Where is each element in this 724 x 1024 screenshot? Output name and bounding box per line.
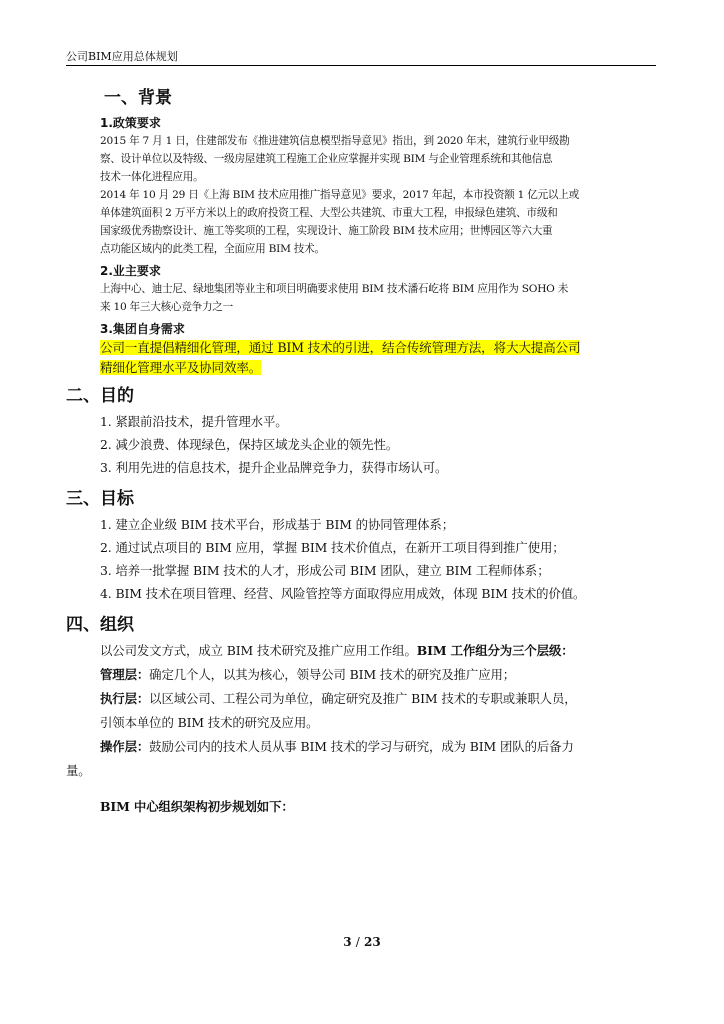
operation-label: 操作层： — [100, 739, 150, 754]
header-title: 公司BIM应用总体规划 — [66, 50, 178, 63]
organization-text — [66, 639, 656, 819]
list-item: 3. 培养一批掌握 BIM 技术的人才，形成公司 BIM 团队，建立 BIM 工程师体系； — [100, 563, 550, 578]
group-highlight-text — [66, 338, 656, 378]
policy-line: 技术一体化进程应用。 — [100, 171, 204, 183]
management-text: 确定几个人，以其为核心，领导公司 BIM 技术的研究及推广应用； — [149, 667, 516, 682]
org-management — [66, 663, 656, 687]
heading-purpose: 二、目的 — [66, 386, 134, 406]
execution-text: 以区域公司、工程公司为单位，确定研究及推广 BIM 技术的专职或兼职人员， — [149, 691, 577, 706]
org-execution — [66, 687, 656, 711]
policy-line: 察、设计单位以及特级、一级房屋建筑工程施工企业应掌握并实现 BIM 与企业管理系统和其他信息 — [100, 153, 553, 165]
list-item: 2. 通过试点项目的 BIM 应用，掌握 BIM 技术价值点，在新开工项目得到推广使用； — [100, 540, 565, 555]
page-header — [66, 50, 656, 66]
page-content — [66, 86, 656, 819]
policy-text — [66, 132, 656, 258]
page-total: 23 — [364, 935, 381, 949]
page-separator: / — [355, 935, 360, 949]
policy-line: 国家级优秀勘察设计、施工等奖项的工程，实现设计、施工阶段 BIM 技术应用；世博园区等六大重 — [100, 225, 553, 237]
policy-line: 点功能区域内的此类工程，全面应用 BIM 技术。 — [100, 243, 325, 255]
page-current: 3 — [343, 935, 352, 949]
org-intro — [66, 639, 656, 663]
owner-line: 上海中心、迪士尼、绿地集团等业主和项目明确要求使用 BIM 技术潘石屹将 BIM 应用作为 SOHO 未 — [100, 283, 569, 295]
heading-goals: 三、目标 — [66, 489, 134, 509]
org-execution-cont: 引领本单位的 BIM 技术的研究及应用。 — [100, 715, 319, 730]
highlighted-line: 精细化管理水平及协同效率。 — [100, 360, 262, 375]
list-item: 3. 利用先进的信息技术，提升企业品牌竞争力，获得市场认可。 — [100, 460, 448, 475]
policy-line: 单体建筑面积 2 万平方米以上的政府投资工程、大型公共建筑、市重大工程，申报绿色建筑、市级和 — [100, 207, 558, 219]
list-item: 1. 紧跟前沿技术，提升管理水平。 — [100, 414, 288, 429]
list-item: 1. 建立企业级 BIM 技术平台，形成基于 BIM 的协同管理体系； — [100, 517, 454, 532]
management-label: 管理层： — [100, 667, 150, 682]
page-number — [0, 935, 724, 949]
purpose-list — [66, 410, 656, 479]
org-intro-text: 以公司发文方式，成立 BIM 技术研究及推广应用工作组。 — [100, 643, 417, 658]
heading-background: 一、背景 — [104, 88, 172, 108]
org-plan-title: BIM 中心组织架构初步规划如下： — [100, 799, 294, 814]
subheading-owner: 2.业主要求 — [100, 264, 161, 278]
highlighted-line: 公司一直提倡精细化管理，通过 BIM 技术的引进，结合传统管理方法，将大大提高公司 — [100, 340, 581, 355]
list-item: 2. 减少浪费、体现绿色，保持区域龙头企业的领先性。 — [100, 437, 399, 452]
policy-line: 2015 年 7 月 1 日，住建部发布《推进建筑信息模型指导意见》指出，到 2020 年末，建筑行业甲级勘 — [100, 135, 570, 147]
subheading-policy: 1.政策要求 — [100, 116, 161, 130]
list-item: 4. BIM 技术在项目管理、经营、风险管控等方面取得应用成效，体现 BIM 技术的价值。 — [100, 586, 586, 601]
heading-organization: 四、组织 — [66, 615, 134, 635]
org-intro-bold: BIM 工作组分为三个层级： — [416, 643, 574, 658]
org-operation — [66, 735, 656, 759]
owner-text — [66, 280, 656, 316]
execution-label: 执行层： — [100, 691, 150, 706]
operation-text: 鼓励公司内的技术人员从事 BIM 技术的学习与研究，成为 BIM 团队的后备力 — [149, 739, 574, 754]
policy-line: 2014 年 10 月 29 日《上海 BIM 技术应用推广指导意见》要求，2017 年起，本市投资额 1 亿元以上或 — [100, 189, 579, 201]
owner-line: 来 10 年三大核心竞争力之一 — [100, 301, 233, 313]
subheading-group: 3.集团自身需求 — [100, 322, 185, 336]
org-operation-cont: 量。 — [66, 763, 91, 778]
goals-list — [66, 513, 656, 605]
